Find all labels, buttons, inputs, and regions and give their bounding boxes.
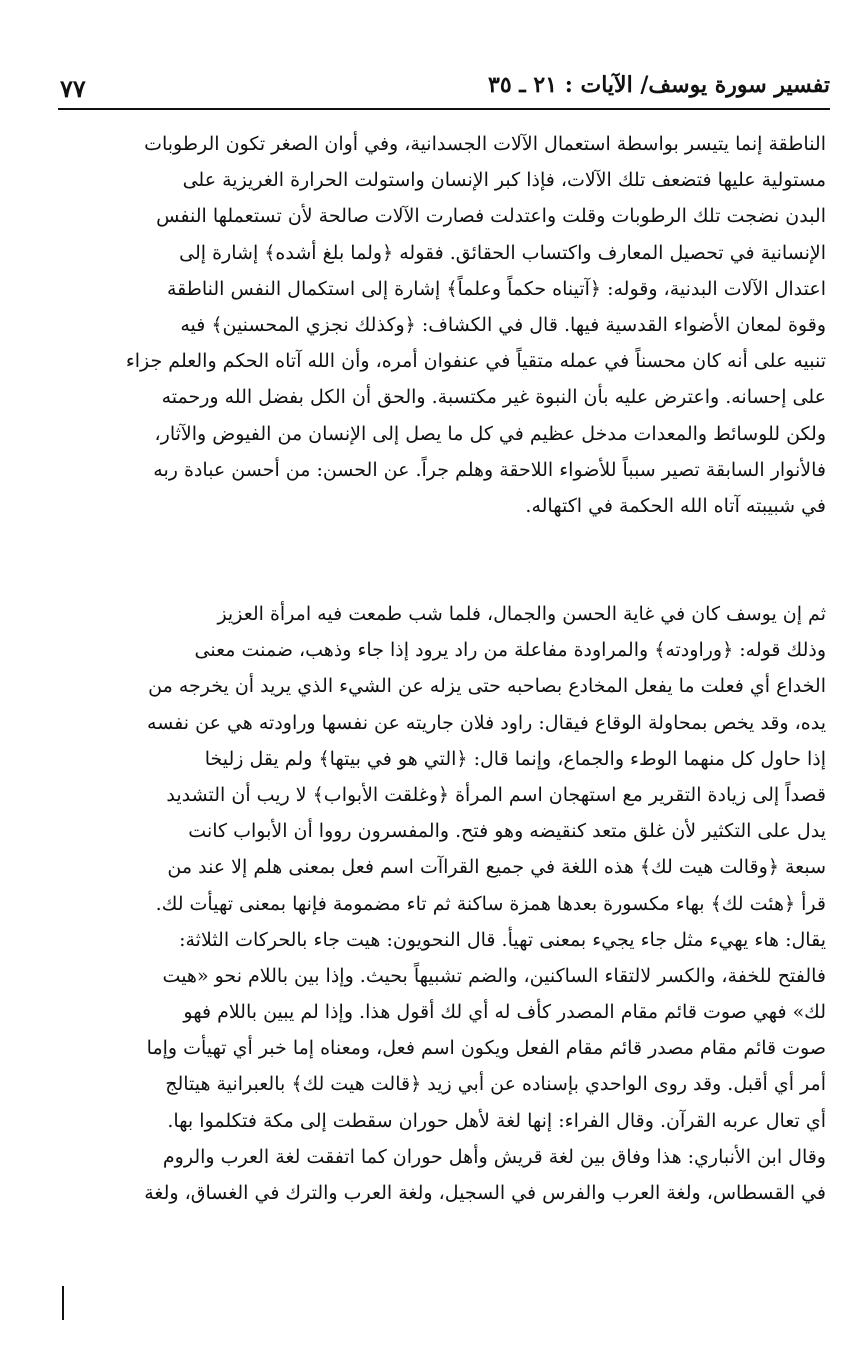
text-line: وقال ابن الأنباري: هذا وفاق بين لغة قريش وأهل حوران كما اتفقت لغة العرب والروم: [162, 1145, 826, 1168]
text-line: على إحسانه. واعترض عليه بأن النبوة غير مكتسبة. والحق أن الكل بفضل الله ورحمته: [161, 386, 826, 409]
text-line: سبعة ﴿وقالت هيت لك﴾ هذه اللغة في جميع القراآت اسم فعل بمعنى هلم إلا عند من: [167, 856, 826, 879]
text-line: صوت قائم مقام مصدر قائم مقام الفعل ويكون اسم فعل، ومعناه إما خبر أي تهيأت وإما: [146, 1037, 826, 1060]
text-line: تنبيه على أنه كان محسناً في عمله متقياً في عنفوان أمره، وأن الله آتاه الحكم والعلم جزاء: [125, 350, 826, 373]
text-line: فالفتح للخفة، والكسر لالتقاء الساكنين، والضم تشبيهاً بحيث. وإذا بين باللام نحو «هيت: [162, 964, 826, 987]
text-line: أي تعال عربه القرآن. وقال الفراء: إنها لغة لأهل حوران سقطت إلى مكة فتكلموا بها.: [167, 1109, 826, 1132]
text-line: يده، وقد يخص بمحاولة الوقاع فيقال: راود فلان جاريته عن نفسها وراودته هي عن نفسه: [147, 711, 826, 734]
text-line: أمر أي أقبل. وقد روى الواحدي بإسناده عن أبي زيد ﴿قالت هيت لك﴾ بالعبرانية هيتالج: [165, 1073, 826, 1096]
text-line: لك» فهي صوت قائم مقام المصدر كأف له أي لك أقول هذا. وإذا لم يبين باللام فهو: [183, 1001, 826, 1024]
text-line: وقوة لمعان الأضواء القدسية فيها. قال في الكشاف: ﴿وكذلك نجزي المحسنين﴾ فيه: [180, 313, 826, 336]
text-line: وذلك قوله: ﴿وراودته﴾ والمراودة مفاعلة من راد يرود إذا جاء وذهب، ضمنت معنى: [194, 639, 826, 662]
text-line: في شبيبته آتاه الله الحكمة في اكتهاله.: [525, 494, 826, 517]
running-title: تفسير سورة يوسف/ الآيات : ٢١ ـ ٣٥: [488, 72, 830, 98]
text-line: اعتدال الآلات البدنية، وقوله: ﴿آتيناه حكماً وعلماً﴾ إشارة إلى استكمال النفس الناطقة: [166, 277, 826, 300]
paragraph-2: [54, 596, 826, 1211]
paragraph-1: [54, 126, 826, 524]
text-line: مستولية عليها فتضعف تلك الآلات، فإذا كبر الإنسان واستولت الحرارة الغريزية على: [182, 169, 826, 192]
text-line: فالأنوار السابقة تصير سبباً للأضواء اللاحقة وهلم جراً. عن الحسن: من أحسن عبادة ربه: [153, 458, 826, 481]
margin-rule: [62, 1286, 64, 1320]
text-line: الخداع أي فعلت ما يفعل المخادع بصاحبه حتى يزله عن الشيء الذي يريد أن يخرجه من: [148, 675, 826, 698]
text-line: إذا حاول كل منهما الوطء والجماع، وإنما قال: ﴿التي هو في بيتها﴾ ولم يقل زليخا: [204, 747, 826, 770]
text-line: قرأ ﴿هئت لك﴾ بهاء مكسورة بعدها همزة ساكنة ثم تاء مضمومة فإنها بمعنى تهيأت لك.: [155, 892, 826, 915]
text-line: ثم إن يوسف كان في غاية الحسن والجمال، فلما شب طمعت فيه امرأة العزيز: [217, 603, 826, 625]
text-line: الإنسانية في تحصيل المعارف واكتساب الحقائق. فقوله ﴿ولما بلغ أشده﴾ إشارة إلى: [179, 241, 826, 264]
text-line: البدن نضجت تلك الرطوبات وقلت واعتدلت فصارت الآلات صالحة لأن تستعملها النفس: [156, 205, 826, 228]
page-header: [58, 72, 830, 110]
text-line: ولكن للوسائط والمعدات مدخل عظيم في كل ما يصل إلى الإنسان من الفيوض والآثار،: [154, 422, 826, 445]
text-line: يقال: هاء يهيء مثل جاء يجيء بمعنى تهيأ. قال النحويون: هيت جاء بالحركات الثلاثة:: [179, 928, 826, 951]
page-number: ٧٧: [60, 74, 86, 103]
text-line: الناطقة إنما يتيسر بواسطة استعمال الآلات الجسدانية، وفي أوان الصغر تكون الرطوبات: [144, 133, 826, 155]
text-line: في القسطاس، ولغة العرب والفرس في السجيل، ولغة العرب والترك في الغساق، ولغة: [144, 1182, 826, 1204]
text-line: يدل على التكثير لأن غلق متعد كنقيضه وهو فتح. والمفسرون رووا أن الأبواب كانت: [188, 820, 826, 843]
text-line: قصداً إلى زيادة التقرير مع استهجان اسم المرأة ﴿وغلقت الأبواب﴾ لا ريب أن التشديد: [166, 783, 826, 806]
